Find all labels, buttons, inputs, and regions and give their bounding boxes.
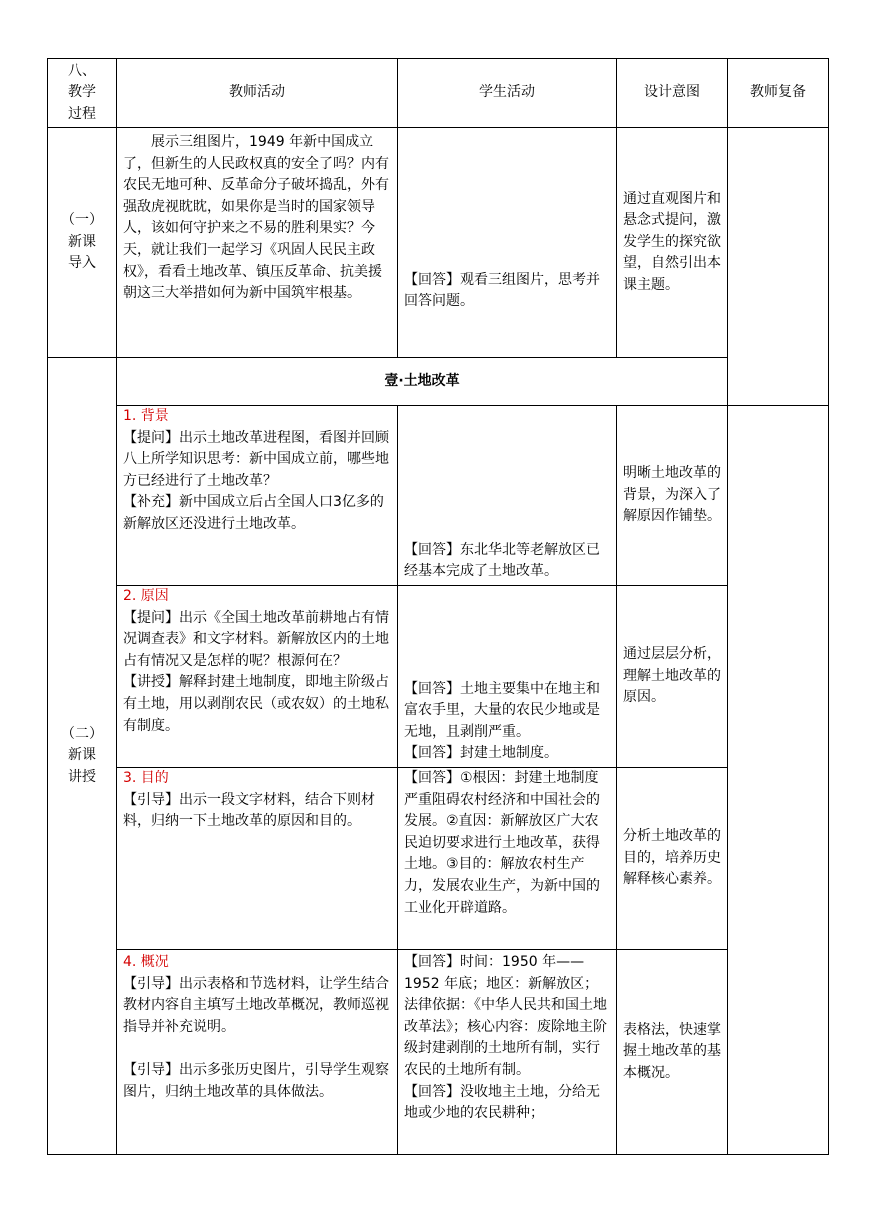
stage-intro-text: （一） 新课 导入 — [61, 212, 103, 272]
student-paragraph: 【回答】东北华北等老解放区已经基本完成了土地改革。 — [404, 541, 600, 580]
section-title-row — [48, 358, 829, 406]
teacher-prep-cell-2 — [728, 406, 829, 1155]
row-student-activity — [398, 950, 617, 1155]
header-stage-text: 八、 教学 过程 — [68, 62, 96, 122]
intro-teacher-activity — [117, 128, 398, 358]
row-heading: 2. 原因 — [123, 588, 169, 604]
intro-teacher-text: 展示三组图片，1949 年新中国成立了，但新生的人民政权真的安全了吗？内有农民无地可种、反革命分子破坏捣乱，外有强敌虎视眈眈，如果你是当时的国家领导人，该如何守护来之不易的胜利果实？今天，就让我们一起学习《巩固人民民主政权》，看看土地改革、镇压反革命、抗美援朝这三大举措如何为新中国筑牢根基。 — [123, 134, 389, 302]
teacher-paragraph: 【引导】出示一段文字材料，结合下则材料，归纳一下土地改革的原因和目的。 — [123, 791, 375, 830]
intro-intent-text: 通过直观图片和悬念式提问，激发学生的探究欲望，自然引出本课主题。 — [623, 190, 721, 293]
intent-text: 通过层层分析，理解土地改革的原因。 — [623, 646, 721, 706]
row-student-activity — [398, 586, 617, 768]
table-row — [48, 586, 829, 768]
row-teacher-activity — [117, 406, 398, 586]
stage-intro — [48, 128, 117, 358]
teacher-paragraph: 【提问】出示《全国土地改革前耕地占有情况调查表》和文字材料。新解放区内的土地占有情况又是怎样的呢？根源何在？ — [123, 609, 389, 669]
student-paragraph: 【回答】时间：1950 年——1952 年底；地区：新解放区；法律依据：《中华人民共和国土地改革法》；核心内容：废除地主阶级封建剥削的土地所有制，实行农民的土地所有制。 — [404, 954, 607, 1078]
intro-student-text: 【回答】观看三组图片，思考并回答问题。 — [404, 271, 600, 310]
row-teacher-activity — [117, 586, 398, 768]
row-student-activity — [398, 768, 617, 950]
row-design-intent — [617, 768, 728, 950]
header-teacher-prep: 教师复备 — [728, 59, 829, 128]
row-design-intent — [617, 950, 728, 1155]
teacher-paragraph: 【引导】出示表格和节选材料，让学生结合教材内容自主填写土地改革概况，教师巡视指导并补充说明。 — [123, 975, 389, 1035]
row-design-intent — [617, 586, 728, 768]
teacher-paragraph: 【讲授】解释封建土地制度，即地主阶级占有土地，用以剥削农民（或农奴）的土地私有制度。 — [123, 674, 389, 734]
table-row-intro — [48, 128, 829, 358]
student-paragraph: 【回答】土地主要集中在地主和富农手里，大量的农民少地或是无地，且剥削严重。 — [404, 680, 600, 740]
row-heading: 4. 概况 — [123, 954, 169, 970]
paragraph-gap — [123, 1038, 391, 1060]
row-student-activity — [398, 406, 617, 586]
table-row — [48, 406, 829, 586]
lesson-plan-table — [47, 58, 829, 1155]
intent-text: 分析土地改革的目的，培养历史解释核心素养。 — [623, 828, 721, 888]
table-row — [48, 950, 829, 1155]
student-paragraph: 【回答】①根因：封建土地制度严重阻碍农村经济和中国社会的发展。②直因：新解放区广大农民迫切要求进行土地改革，获得土地。③目的：解放农村生产力，发展农业生产，为新中国的工业化开辟道路。 — [404, 770, 600, 916]
header-design-intent: 设计意图 — [617, 59, 728, 128]
table-header-row — [48, 59, 829, 128]
table-row — [48, 768, 829, 950]
row-heading: 3. 目的 — [123, 770, 169, 786]
stage-lecture — [48, 358, 117, 1155]
section-title: 壹·土地改革 — [117, 358, 728, 406]
student-paragraph: 【回答】没收地主土地，分给无地或少地的农民耕种； — [404, 1083, 600, 1122]
student-paragraph: 【回答】封建土地制度。 — [404, 745, 558, 762]
intro-design-intent — [617, 128, 728, 358]
row-heading: 1. 背景 — [123, 408, 169, 424]
header-teacher-activity: 教师活动 — [117, 59, 398, 128]
intro-student-activity — [398, 128, 617, 358]
row-teacher-activity — [117, 950, 398, 1155]
row-teacher-activity — [117, 768, 398, 950]
teacher-prep-cell-1 — [728, 128, 829, 406]
row-design-intent — [617, 406, 728, 586]
intent-text: 表格法，快速掌握土地改革的基本概况。 — [623, 1021, 721, 1081]
header-stage — [48, 59, 117, 128]
teacher-paragraph: 【补充】新中国成立后占全国人口3亿多的新解放区还没进行土地改革。 — [123, 494, 384, 532]
intent-text: 明晰土地改革的背景，为深入了解原因作铺垫。 — [623, 465, 721, 525]
header-student-activity: 学生活动 — [398, 59, 617, 128]
stage-lecture-text: （二） 新课 讲授 — [61, 725, 103, 785]
teacher-paragraph: 【提问】出示土地改革进程图，看图并回顾八上所学知识思考：新中国成立前，哪些地方已经进行了土地改革？ — [123, 429, 389, 489]
teacher-paragraph: 【引导】出示多张历史图片，引导学生观察图片，归纳土地改革的具体做法。 — [123, 1062, 389, 1100]
